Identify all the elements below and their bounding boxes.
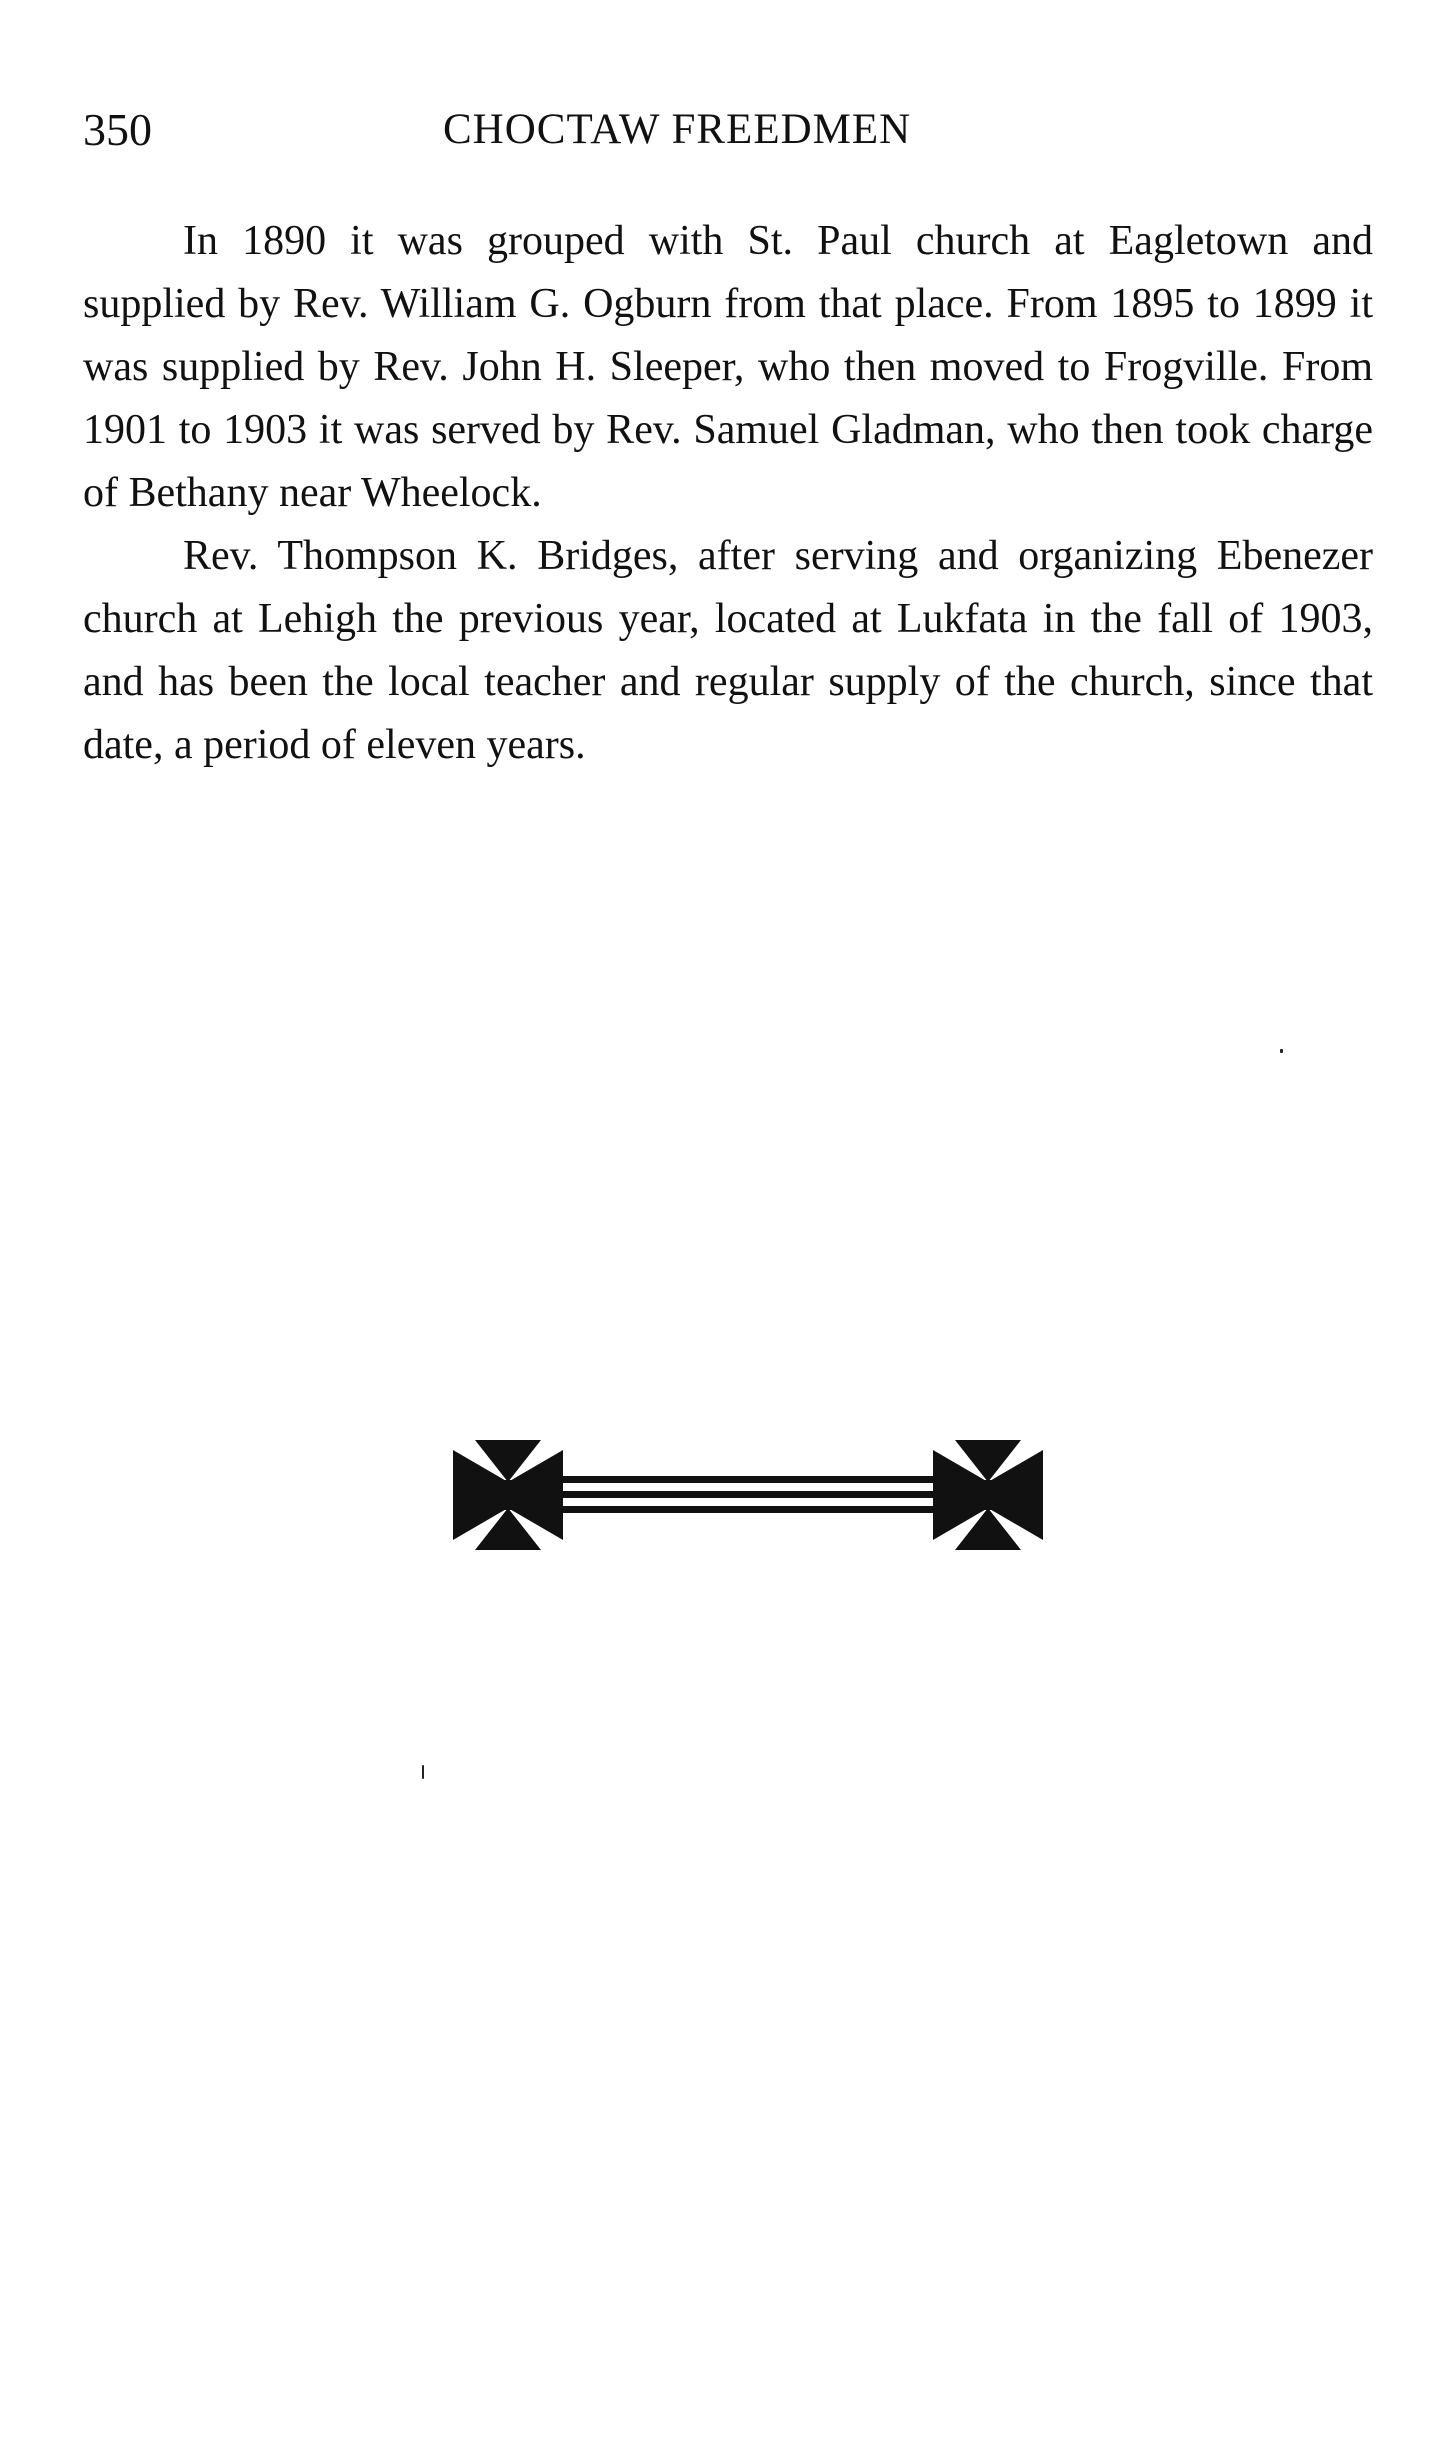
running-title: CHOCTAW FREEDMEN <box>443 106 912 153</box>
body-text <box>83 210 1373 777</box>
page-number: 350 <box>83 104 152 155</box>
paragraph: Rev. Thompson K. Bridges, after serving and organizing Ebenezer church at Lehigh the previous year, located at Lukfata in the fall of 1903, and has been the local teacher and regular supply of the church, since that date, a period of eleven years. <box>83 533 1373 768</box>
maltese-cross-rule-ornament-icon <box>453 1440 1043 1550</box>
page-header <box>83 100 1373 160</box>
maltese-cross-icon <box>933 1440 1043 1550</box>
print-speck <box>1280 1049 1283 1053</box>
maltese-cross-icon <box>453 1440 563 1550</box>
print-speck <box>422 1765 424 1779</box>
triple-rule-icon <box>563 1476 933 1513</box>
paragraph: In 1890 it was grouped with St. Paul church at Eagletown and supplied by Rev. William G. Ogburn from that place. From 1895 to 1899 it was supplied by Rev. John H. Sleeper, who then moved to Frogville. From 1901 to 1903 it was served by Rev. Samuel Gladman, who then took charge of Bethany near Wheelock. <box>83 218 1373 516</box>
